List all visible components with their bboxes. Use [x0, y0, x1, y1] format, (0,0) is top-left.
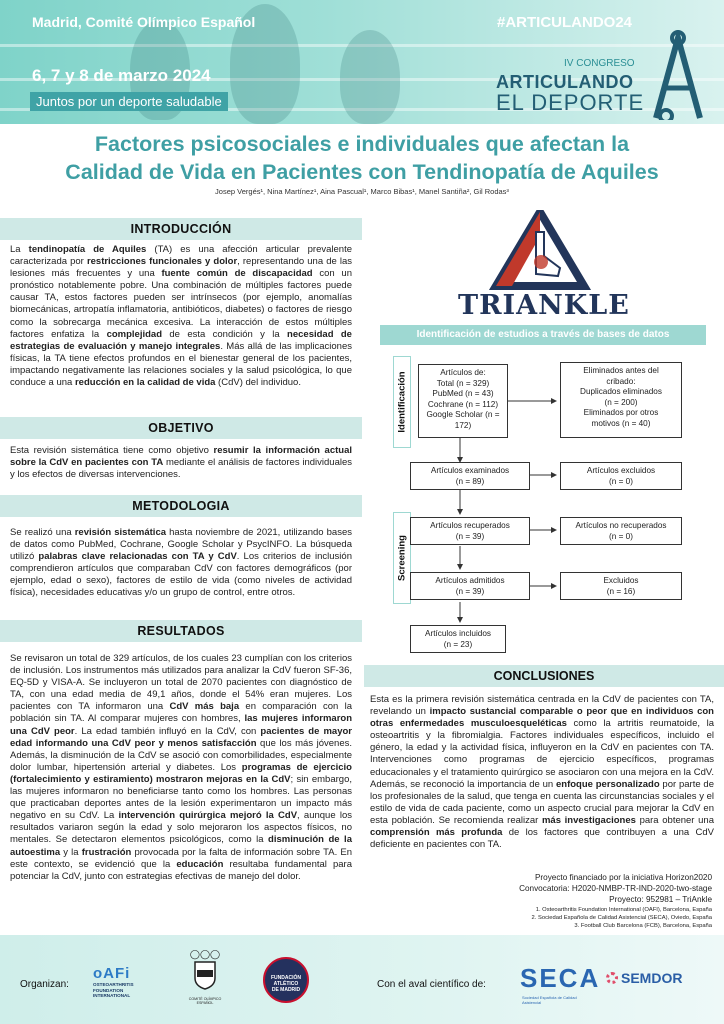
poster-title [20, 130, 704, 186]
semdor-logo: SEMDOR [606, 970, 682, 986]
aval-label: Con el aval científico de: [377, 979, 486, 990]
seca-subtitle: Sociedad Española de Calidad Asistencial [522, 995, 577, 1005]
header-tagline: Juntos por un deporte saludable [30, 92, 228, 111]
authors: Josep Vergés¹, Nina Martínez¹, Aina Pascual¹, Marco Bibas¹, Manel Santiña², Gil Rodas³ [215, 187, 509, 196]
resultados-heading: RESULTADOS [0, 620, 362, 642]
congress-logo [496, 30, 716, 120]
box-incluidos: Artículos incluidos (n = 23) [410, 625, 506, 653]
footer [0, 935, 724, 1024]
box-excluidos: Artículos excluidos (n = 0) [560, 462, 682, 490]
resultados-text: Se revisaron un total de 329 artículos, de los cuales 23 cumplían con los criterios de inclusión. Los instrumentos más utilizados para analizar la CdV fueron SF-36, EQ-5D y VISA-A. Se incluyeron un total de 2070 pacientes con diagnóstico de TA, con una edad media de 49,1 años, donde el 54% eran mujeres. Los pacientes con TA informaron una CdV más baja en comparación con la población sin TA. Al comparar mujeres con hombres, las mujeres informaron una CdV peor. La edad también influyó en la CdV, con pacientes de mayor edad informando una CdV peor y menos satisfacción que los más jóvenes. Además, la disminución de la CdV se asoció con comorbilidades, especialmente dolor lumbar, hipertensión arterial y diabetes. Los programas de ejercicio (fortalecimiento y estiramiento) mostraron mejoras en la CdV; sin embargo, las mujeres informaron no beneficiarse tanto como los hombres. Las personas que practicaban deportes antes de la lesión experimentaron un impacto más negativo en su CdV. La intervención quirúrgica mejoró la CdV, aunque los resultados variaron según la edad y solo mejoraron los aspectos físicos, no mentales. Se detectaron elementos psicológicos, como la disminución de la autoestima y la frustración provocada por la falta de información sobre TA. En este contexto, se evidenció que la educación resultaba fundamental para potenciar la CdV, junto con estrategias efectivas de manejo del dolor. [10, 653, 353, 882]
box-excluidos2: Excluidos (n = 16) [560, 572, 682, 600]
fundacion-atletico-logo: FUNDACIÓN ATLÉTICO DE MADRID [263, 957, 309, 1003]
logo-line1: ARTICULANDO [496, 72, 634, 92]
logo-congreso: IV CONGRESO [564, 58, 635, 69]
oafi-logo: oAFi OSTEOARTHRITIS FOUNDATION INTERNATIONAL [93, 965, 134, 999]
ankle-triangle-icon [440, 210, 640, 290]
runner-silhouette [340, 30, 400, 124]
box-recuperados: Artículos recuperados (n = 39) [410, 517, 530, 545]
header-location: Madrid, Comité Olímpico Español [32, 14, 256, 30]
flow-heading: Identificación de estudios a través de bases de datos [380, 325, 706, 345]
box-admitidos: Artículos admitidos (n = 39) [410, 572, 530, 600]
header-hashtag: #ARTICULANDO24 [496, 14, 632, 31]
logo-line2: EL DEPORTE [496, 90, 645, 115]
organizan-label: Organizan: [20, 979, 69, 990]
olympic-rings-icon: ◯◯◯ [189, 949, 221, 959]
box-eliminados: Eliminados antes del cribado: Duplicados eliminados (n = 200) Eliminados por otros motivos (n = 40) [560, 362, 682, 438]
logo-a-icon [646, 30, 710, 120]
funding-info: Proyecto financiado por la iniciativa Horizon2020 Convocatoria: H2020-NMBP-TR-IND-2020-two-stage Proyecto: 952981 – TriAnkle [519, 873, 712, 904]
header-dates: 6, 7 y 8 de marzo 2024 [32, 66, 211, 85]
conclusiones-text: Esta es la primera revisión sistemática centrada en la CdV de pacientes con TA, revelando un impacto sustancial comparable o peor que en individuos con otras enfermedades musculoesqueléticas como la artritis reumatoide, la osteoartritis y la fibromialgia. Factores individuales específicos, incluido el género, la edad y la actividad física, influyeron en la CdV en pacientes con TA. Intervenciones como programas de ejercicio específicos, programas educacionales y el tratamiento quirúrgico se asociaron con una mejora en la CdV. Además, se reconoció la importancia de un enfoque personalizado por parte de los profesionales de la salud, que tenga en cuenta las circunstancias sociales y el estilo de vida de cada paciente, como un aspecto crucial para mejorar la CdV en esta población. Se recomienda realizar más investigaciones para obtener una comprensión más profunda de los factores que contribuyen a una CdV deficiente en pacientes con TA. [370, 694, 715, 851]
objetivo-heading: OBJETIVO [0, 417, 362, 439]
title-line2: Calidad de Vida en Pacientes con Tendinopatía de Aquiles [65, 160, 659, 184]
tab-identificacion: Identificación [393, 356, 411, 448]
metodologia-heading: METODOLOGIA [0, 495, 362, 517]
box-articulos: Artículos de: Total (n = 329) PubMed (n = 43) Cochrane (n = 112) Google Scholar (n = 172) [418, 364, 508, 438]
header-banner [0, 0, 724, 124]
metodologia-text: Se realizó una revisión sistemática hasta noviembre de 2021, utilizando bases de datos como PubMed, Cochrane, Google Scholar y PsycINFO. La búsqueda utilizó palabras clave relacionadas con TA y CdV. Los criterios de inclusión comprendieron artículos que comparaban CdV con factores demográficos (por ejemplo, edad o sexo), factores de estilo de vida (como niveles de actividad física), necesidades educativas y/o un grupo de control, entre otros. [10, 527, 352, 599]
intro-text: La tendinopatía de Aquiles (TA) es una afección articular prevalente caracterizada por restricciones funcionales y dolor, representando una de las lesiones más frecuentes y una fuente común de discapacidad con un pronóstico notablemente pobre. Una combinación de múltiples factores puede causar TA, estos factores pueden ser intrínsecos (por ejemplo, anomalías biomecánicas, artropatía inflamatoria, antibióticos, diabetes) o factores de riesgo como la sobrecarga mecánica excesiva. La interacción de estos múltiples factores enfatiza la complejidad de esta condición y la necesidad de estrategias de evaluación y manejo integrales. Más allá de las implicaciones físicas, la TA tiene efectos profundos en el bienestar general de los pacientes, impactando negativamente las relaciones sociales y la salud psicológica, lo que conduce a una reducción en la calidad de vida (CdV) del individuo. [10, 244, 353, 389]
conclusiones-heading: CONCLUSIONES [364, 665, 724, 687]
affiliations: 1. Osteoarthritis Foundation International (OAFI), Barcelona, España 2. Sociedad Española de Calidad Asistencial (SECA), Oviedo, España 3. Football Club Barcelona (FCB), Barcelona, España [531, 907, 712, 930]
brand-name: TRIANKLE [458, 290, 630, 321]
box-no-recuperados: Artículos no recuperados (n = 0) [560, 517, 682, 545]
objetivo-text: Esta revisión sistemática tiene como objetivo resumir la información actual sobre la CdV en pacientes con TA mediante el análisis de factores individuales y los efectos de diversas intervenciones. [10, 445, 353, 481]
box-examinados: Artículos examinados (n = 89) [410, 462, 530, 490]
title-line1: Factores psicosociales e individuales que afectan la [94, 132, 630, 156]
triankle-logo [440, 210, 640, 321]
shield-icon [193, 960, 217, 990]
tab-screening: Screening [393, 512, 411, 604]
seca-logo: SECA [520, 963, 601, 993]
semdor-icon [606, 972, 618, 984]
intro-heading: INTRODUCCIÓN [0, 218, 362, 240]
coe-logo: ◯◯◯ COMITÉ OLÍMPICO ESPAÑOL [185, 949, 225, 1005]
